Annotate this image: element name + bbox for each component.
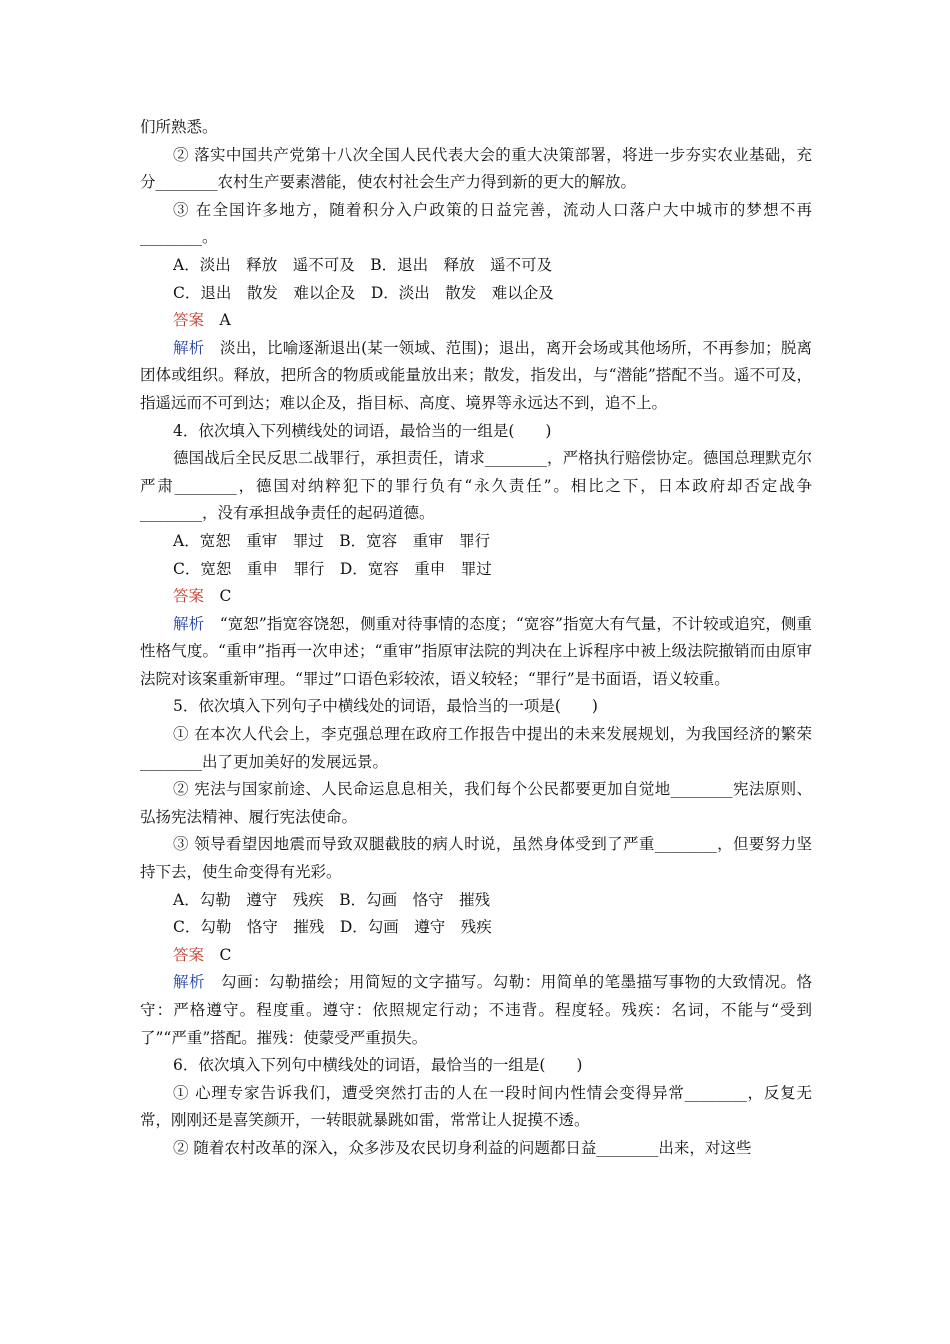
- answer-value: A: [204, 311, 231, 330]
- answer-options: [140, 914, 812, 942]
- answer-label: 答案: [173, 311, 205, 330]
- paragraph: 6．依次填入下列句中横线处的词语，最恰当的一组是( ): [173, 1056, 583, 1075]
- paragraph: ③ 领导看望因地震而导致双腿截肢的病人时说，虽然身体受到了严重________，但要努力坚持下去，使生命变得有光彩。: [140, 835, 812, 882]
- analysis-text: 淡出，比喻逐渐退出(某一领域、范围)；退出，离开会场或其他场所，不再参加；脱离团体或组织。释放，把所含的物质或能量放出来；散发，指发出，与“潜能”搭配不当。遥不可及，指遥远而不可到达；难以企及，指目标、高度、境界等永远达不到，追不上。: [140, 338, 812, 412]
- option-text: C．勾勒 恪守 摧残 D．勾画 遵守 残疾: [173, 918, 492, 937]
- paragraph: ② 宪法与国家前途、人民命运息息相关，我们每个公民都要更加自觉地________宪法原则、弘扬宪法精神、履行宪法使命。: [140, 780, 812, 826]
- answer-value: C: [204, 945, 232, 964]
- answer-options: [140, 252, 812, 280]
- option-text: C．退出 散发 难以企及 D．淡出 散发 难以企及: [173, 283, 554, 302]
- analysis-paragraph: [140, 969, 812, 1052]
- answer-options: [140, 556, 812, 584]
- paragraph: 4．依次填入下列横线处的词语，最恰当的一组是( ): [173, 421, 552, 440]
- paragraph: ① 在本次人代会上，李克强总理在政府工作报告中提出的未来发展规划，为我国经济的繁荣________出了更加美好的发展远景。: [140, 725, 812, 771]
- analysis-label: 解析: [173, 973, 205, 992]
- option-text: A．宽恕 重审 罪过 B．宽容 重审 罪行: [173, 531, 491, 550]
- analysis-text: 勾画：勾勒描绘；用简短的文字描写。勾勒：用简单的笔墨描写事物的大致情况。恪守：严格遵守。程度重。遵守：依照规定行动；不违背。程度轻。残疾：名词，不能与“受到了”“严重”搭配。摧残：使蒙受严重损失。: [140, 973, 812, 1047]
- analysis-paragraph: [140, 335, 812, 418]
- option-text: A．勾勒 遵守 残疾 B．勾画 恪守 摧残: [173, 890, 491, 909]
- answer-label: 答案: [173, 945, 205, 964]
- document-body: [140, 114, 812, 1163]
- answer-value: C: [204, 587, 232, 606]
- paragraph: ② 随着农村改革的深入，众多涉及农民切身利益的问题都日益________出来，对这些: [173, 1138, 752, 1157]
- analysis-text: “宽恕”指宽容饶恕，侧重对待事情的态度；“宽容”指宽大有气量，不计较或追究，侧重性格气度。“重申”指再一次申述；“重审”指原审法院的判决在上诉程序中被上级法院撤销而由原审法院对该案重新审理。“罪过”口语色彩较浓，语义较轻；“罪行”是书面语，语义较重。: [140, 614, 812, 688]
- option-text: C．宽恕 重申 罪行 D．宽容 重申 罪过: [173, 559, 492, 578]
- paragraph: ② 落实中国共产党第十八次全国人民代表大会的重大决策部署，将进一步夯实农业基础，充分________农村生产要素潜能，使农村社会生产力得到新的更大的解放。: [140, 145, 812, 192]
- option-text: A．淡出 释放 遥不可及 B．退出 释放 遥不可及: [173, 255, 553, 274]
- answer-line: [140, 307, 812, 335]
- answer-label: 答案: [173, 587, 205, 606]
- paragraph: 5．依次填入下列句子中横线处的词语，最恰当的一项是( ): [173, 697, 598, 716]
- paragraph: ③ 在全国许多地方，随着积分入户政策的日益完善，流动人口落户大中城市的梦想不再________。: [140, 200, 812, 247]
- analysis-paragraph: [140, 611, 812, 694]
- paragraph: 德国战后全民反思二战罪行，承担责任，请求________，严格执行赔偿协定。德国总理默克尔严肃________，德国对纳粹犯下的罪行负有“永久责任”。相比之下，日本政府却否定战争________，没有承担战争责任的起码道德。: [140, 449, 812, 523]
- analysis-label: 解析: [173, 338, 205, 357]
- answer-line: [140, 583, 812, 611]
- paragraph: 们所熟悉。: [140, 118, 218, 136]
- answer-options: [140, 280, 812, 308]
- answer-line: [140, 942, 812, 970]
- paragraph: ① 心理专家告诉我们，遭受突然打击的人在一段时间内性情会变得异常________，反复无常，刚刚还是喜笑颜开，一转眼就暴跳如雷，常常让人捉摸不透。: [140, 1083, 812, 1130]
- analysis-label: 解析: [173, 614, 205, 633]
- answer-options: [140, 887, 812, 915]
- answer-options: [140, 528, 812, 556]
